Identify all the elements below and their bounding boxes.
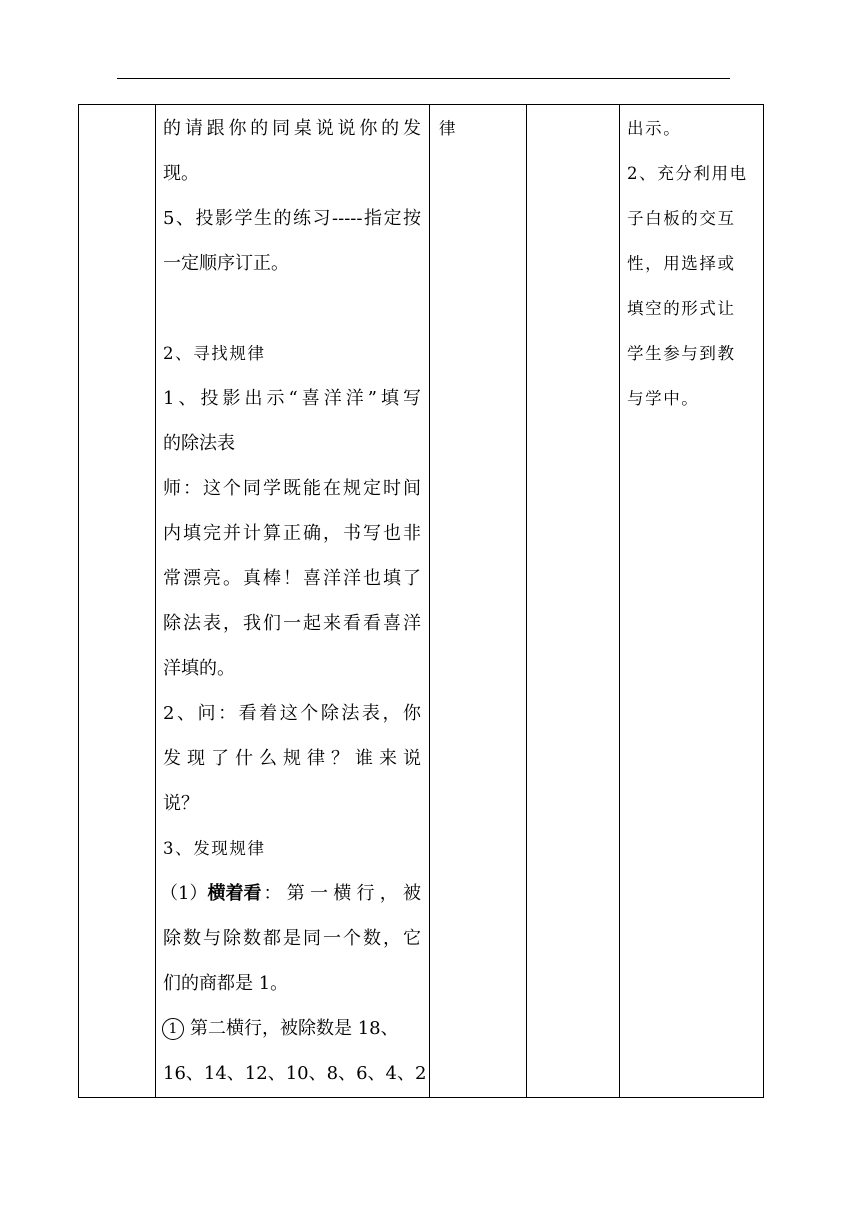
- column-divider-4: [619, 104, 620, 1098]
- intent-line: 出示。: [627, 119, 682, 138]
- intent-line: 子白板的交互: [627, 209, 736, 228]
- section-heading: 2、寻找规律: [163, 344, 266, 363]
- process-line: 的请跟你的同桌说说你的发: [163, 118, 421, 139]
- process-line: 16、14、12、10、8、6、4、2: [163, 1063, 427, 1084]
- process-line: 师：这个同学既能在规定时间: [163, 478, 421, 499]
- process-line: 洋填的。: [163, 658, 235, 679]
- process-line: 们的商都是 1。: [163, 973, 289, 994]
- process-line: 常漂亮。真棒！喜洋洋也填了: [163, 568, 421, 589]
- section-heading: 3、发现规律: [163, 839, 266, 858]
- column-divider-1: [155, 104, 156, 1098]
- horizontal-view-line: [160, 882, 421, 906]
- intent-line: 学生参与到教: [627, 344, 736, 363]
- circled-item-text: 第二横行，被除数是 18、: [190, 1018, 399, 1039]
- circled-item-line: [162, 1017, 399, 1041]
- process-line: 2、问：看着这个除法表，你: [163, 703, 421, 724]
- intent-line: 性，用选择或: [627, 254, 736, 273]
- process-line: 1、投影出示“喜洋洋”填写: [163, 388, 421, 409]
- process-line: 除数与除数都是同一个数，它: [163, 928, 421, 949]
- table-bottom-border: [78, 1097, 764, 1098]
- process-line: 的除法表: [163, 433, 235, 454]
- process-line: 说？: [163, 793, 199, 814]
- process-line: 5、投影学生的练习-----指定按: [163, 208, 421, 229]
- header-rule: [117, 78, 730, 79]
- process-line: 现。: [163, 163, 199, 184]
- process-line: 一定顺序订正。: [163, 253, 289, 274]
- circled-number: 1: [162, 1018, 184, 1040]
- intent-line: 填空的形式让: [627, 299, 736, 318]
- column-divider-2: [429, 104, 430, 1098]
- intent-line: 与学中。: [627, 389, 700, 408]
- horizontal-view-prefix: （1）: [160, 883, 208, 904]
- process-line: 发现了什么规律？谁来说: [163, 748, 421, 769]
- student-activity-text: 律: [439, 119, 458, 138]
- process-line: 除法表，我们一起来看看喜洋: [163, 613, 421, 634]
- process-line: 内填完并计算正确，书写也非: [163, 523, 421, 544]
- column-divider-3: [526, 104, 527, 1098]
- horizontal-view-text: ：第一横行，被: [263, 883, 421, 904]
- intent-line: 2、充分利用电: [627, 164, 748, 183]
- horizontal-view-label: 横着看: [207, 883, 262, 904]
